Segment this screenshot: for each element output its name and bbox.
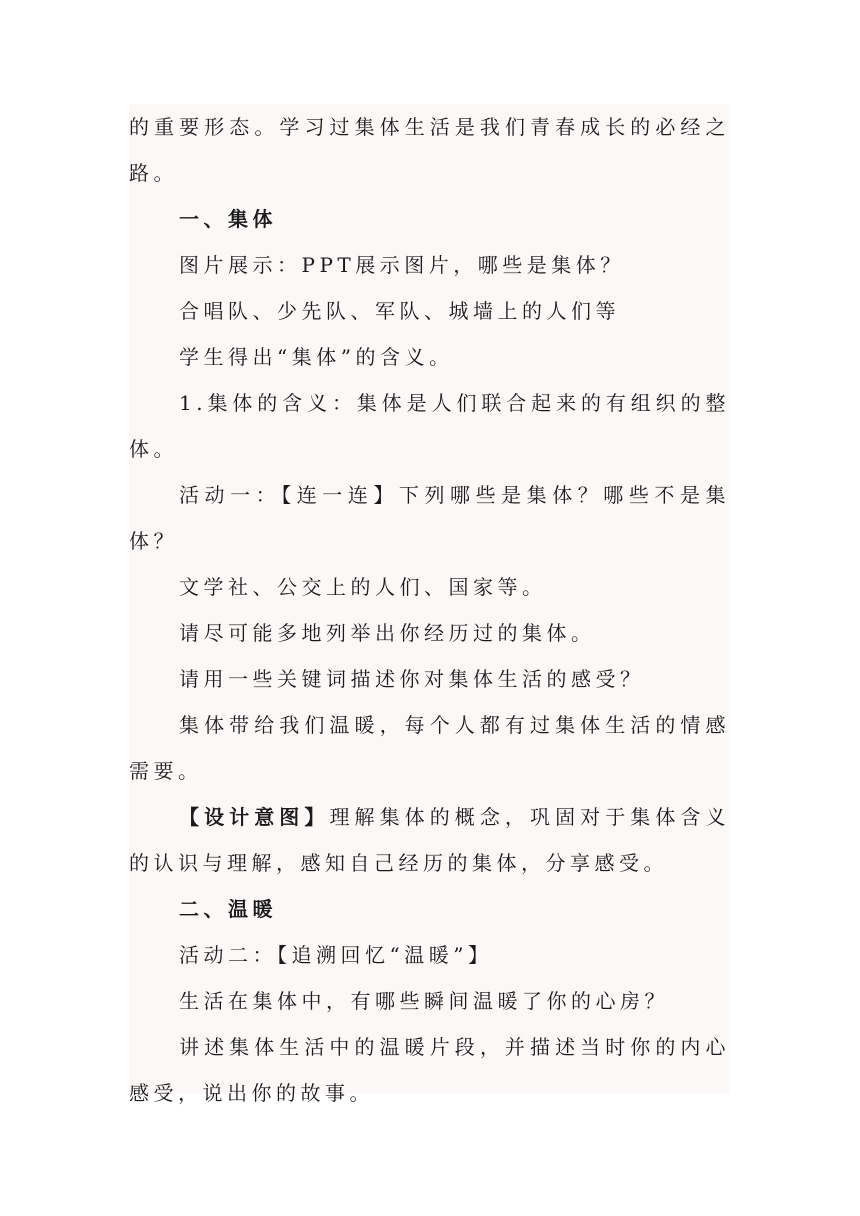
- paragraph-warmth-need: 集体带给我们温暖，每个人都有过集体生活的情感需要。: [129, 713, 730, 783]
- design-intent-label: 【设计意图】: [179, 805, 330, 829]
- paragraph-students-meaning: 学生得出“集体”的含义。: [179, 345, 454, 369]
- section-heading-warmth: 二、温暖: [179, 897, 277, 921]
- paragraph-definition: 1.集体的含义：集体是人们联合起来的有组织的整体。: [129, 391, 730, 461]
- paragraph-keywords: 请用一些关键词描述你对集体生活的感受？: [179, 667, 645, 691]
- paragraph-activity-one: 活动一：【连一连】下列哪些是集体？哪些不是集体？: [129, 483, 730, 553]
- paragraph-activity-two: 活动二：【追溯回忆“温暖”】: [179, 943, 493, 967]
- design-intent-text: 理解集体的概念，巩固对于集体含义的认识与理解，感知自己经历的集体，分享感受。: [129, 805, 731, 875]
- section-heading-collective: 一、集体: [179, 207, 277, 231]
- paragraph-list-collectives: 请尽可能多地列举出你经历过的集体。: [179, 621, 596, 645]
- paragraph-continuation: 的重要形态。学习过集体生活是我们青春成长的必经之路。: [129, 115, 730, 185]
- paragraph-warm-moments: 生活在集体中，有哪些瞬间温暖了你的心房？: [179, 989, 669, 1013]
- paragraph-design-intent: [129, 794, 730, 886]
- paragraph-activity-one-items: 文学社、公交上的人们、国家等。: [179, 575, 547, 599]
- paragraph-examples: 合唱队、少先队、军队、城墙上的人们等: [179, 299, 620, 323]
- paragraph-tell-story: 讲述集体生活中的温暖片段，并描述当时你的内心感受，说出你的故事。: [129, 1035, 730, 1105]
- paragraph-picture-display: 图片展示：PPT展示图片，哪些是集体？: [179, 253, 625, 277]
- document-body: [129, 104, 730, 1116]
